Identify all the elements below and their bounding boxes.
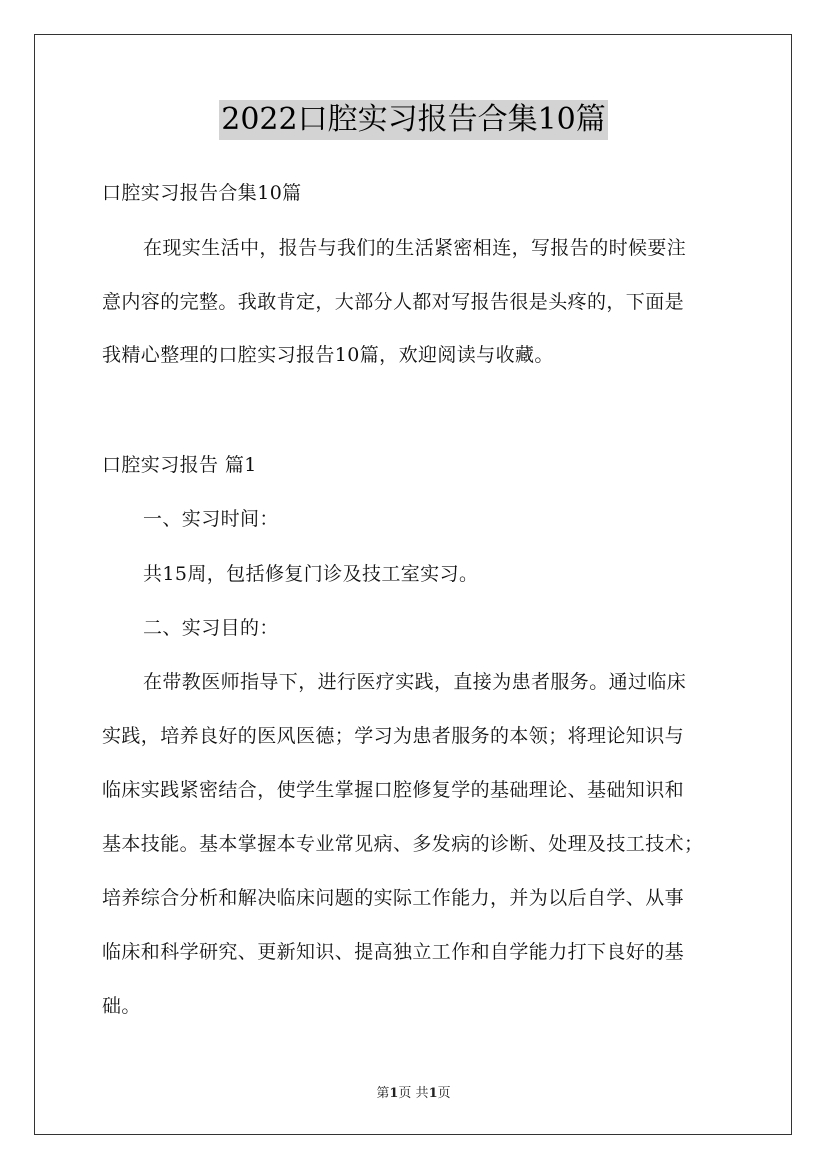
footer-current-page: 1 bbox=[389, 1086, 399, 1101]
section-heading: 口腔实习报告 篇1 bbox=[102, 454, 257, 476]
paragraph-line-5: 培养综合分析和解决临床问题的实际工作能力，并为以后自学、从事 bbox=[102, 887, 685, 909]
footer-suffix: 页 bbox=[437, 1086, 451, 1101]
document-title: 2022口腔实习报告合集10篇 bbox=[219, 100, 608, 140]
item2-heading: 二、实习目的： bbox=[143, 617, 279, 639]
item1-text: 共15周，包括修复门诊及技工室实习。 bbox=[143, 563, 479, 585]
intro-line-3: 我精心整理的口腔实习报告10篇，欢迎阅读与收藏。 bbox=[102, 344, 554, 366]
subtitle: 口腔实习报告合集10篇 bbox=[102, 182, 302, 204]
footer-total-pages: 1 bbox=[428, 1086, 438, 1101]
paragraph-line-1: 在带教医师指导下，进行医疗实践，直接为患者服务。通过临床 bbox=[143, 671, 687, 693]
paragraph-line-6: 临床和科学研究、更新知识、提高独立工作和自学能力打下良好的基 bbox=[102, 941, 685, 963]
item1-heading: 一、实习时间： bbox=[143, 508, 279, 530]
paragraph-line-3: 临床实践紧密结合，使学生掌握口腔修复学的基础理论、基础知识和 bbox=[102, 779, 685, 801]
paragraph-line-2: 实践，培养良好的医风医德；学习为患者服务的本领；将理论知识与 bbox=[102, 725, 685, 747]
intro-line-1: 在现实生活中，报告与我们的生活紧密相连，写报告的时候要注 bbox=[143, 237, 687, 259]
paragraph-line-4: 基本技能。基本掌握本专业常见病、多发病的诊断、处理及技工技术； bbox=[102, 833, 704, 855]
footer-prefix: 第 bbox=[376, 1086, 390, 1101]
page-footer bbox=[0, 1082, 827, 1101]
title-container bbox=[0, 100, 827, 140]
footer-mid: 页 共 bbox=[398, 1086, 429, 1101]
paragraph-line-7: 础。 bbox=[102, 995, 141, 1017]
intro-line-2: 意内容的完整。我敢肯定，大部分人都对写报告很是头疼的，下面是 bbox=[102, 291, 685, 313]
